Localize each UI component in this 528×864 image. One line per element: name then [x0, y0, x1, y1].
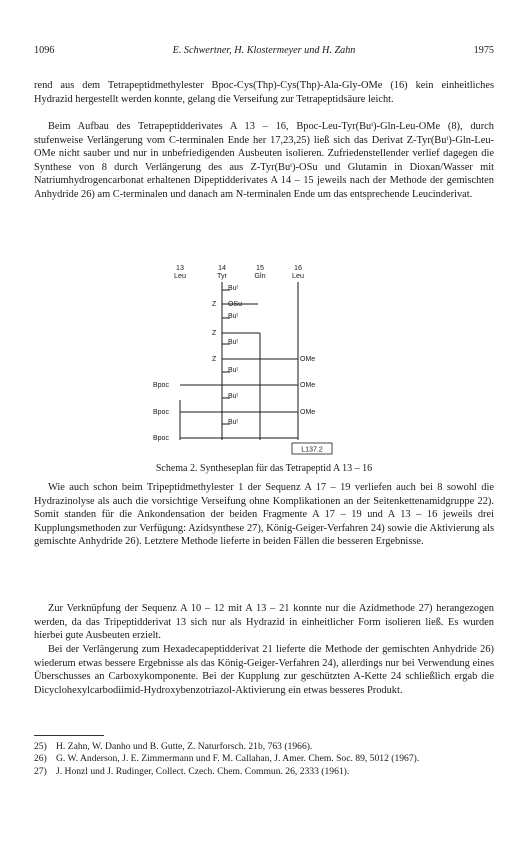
row-4-right-label: OMe — [300, 382, 316, 389]
footnote-26 — [34, 753, 494, 765]
scheme-diagram — [140, 260, 390, 460]
row-3-z-label: Z — [212, 356, 217, 363]
footnote-27 — [34, 766, 494, 778]
paragraph-3-text: Wie auch schon beim Tripeptidmethylester 1 der Sequenz A 17 – 19 verliefen auch bei 8 sowohl die Hydrazinolyse als auch die vorsichtige Verseifung ohne Komplikationen an der Seitenkettenamidgruppe 22). Somit standen für die Ankondensation der beiden Fragmente A 17 – 19 und A 13 – 16 jeweils drei Kupplungsmethoden zur Verfügung: Azidsynthese 27), König-Geiger-Verfahren 24) sowie die Aktivierung als gemischte Anhydride 26). Letztere Methode lieferte in beiden Fällen die besseren Ergebnisse. — [34, 482, 494, 548]
footnote-rule — [34, 735, 104, 736]
paragraph-1: rend aus dem Tetrapeptidmethylester Bpoc-Cys(Thp)-Cys(Thp)-Ala-Gly-OMe (16) kein einheitliches Hydrazid hergestellt werden konnte, gelang die Verseifung zur Tetrapeptidsäure leicht. — [34, 80, 494, 105]
footnote-text: G. W. Anderson, J. E. Zimmermann und F. M. Callahan, J. Amer. Chem. Soc. 89, 5012 (1967). — [56, 753, 420, 765]
row-6-left-label: Bpoc — [153, 435, 169, 442]
paragraph-5-text: Bei der Verlängerung zum Hexadecapeptidderivat 21 lieferte die Methode der gemischten Anhydride 26) wiederum etwas bessere Ergebnisse als das König-Geiger-Verfahren 24), allerdings nur bei Verwendung eines Überschusses an Carboxykomponente. Bei der Kupplung zur geschützten A-Kette 24 schließlich ergab die Dicyclohexylcarbodiimid-Hydroxybenzotriazol-Aktivierung ein etwas besseres Produkt. — [34, 644, 494, 696]
scheme-caption: Schema 2. Syntheseplan für das Tetrapeptid A 13 – 16 — [155, 463, 373, 474]
row-4-side-label: Buᵗ — [228, 367, 239, 374]
footnote-25 — [34, 741, 494, 753]
page-number: 1096 — [34, 45, 55, 56]
row-1-mid-label: OSu — [228, 301, 243, 308]
paragraph-2-text: Beim Aufbau des Tetrapeptidderivates A 13 – 16, Bpoc-Leu-Tyr(Buᵗ)-Gln-Leu-OMe (8), durch stufenweise Verlängerung vom C-terminalen Ende her 17,23,25) ließ sich das Derivat Z-Tyr(Buᵗ)-Gln-Leu-OMe nicht sauber und nur in unbefriedigenden Ausbeuten isolieren. Zufriedenstellender verlief dagegen die Synthese von 8 durch Verlängerung des aus Z-Tyr(Buᵗ)-OSu und Glutamin in Dioxan/Wasser mit Natriumhydrogencarbonat erhaltenen Dipeptidderivates A 14 – 15 jeweils nach der Methode der gemischten Anhydride 26) am C-terminalen und danach am N-terminalen Ende um das entsprechende Leucinderivat. — [34, 121, 494, 200]
row-5-side-label: Buᵗ — [228, 393, 239, 400]
residue-16-number: 16 — [294, 263, 302, 272]
page-header — [34, 44, 494, 58]
footnote-mark: 27) — [34, 765, 47, 777]
row-5-left-label: Bpoc — [153, 409, 169, 416]
footnotes — [34, 741, 494, 778]
residue-15-name: Gln — [254, 271, 266, 280]
residue-14-number: 14 — [218, 263, 226, 272]
running-head: E. Schwertner, H. Klostermeyer und H. Zahn — [172, 45, 356, 56]
residue-15-number: 15 — [256, 263, 264, 272]
paragraph-3 — [34, 481, 494, 549]
paragraph-4 — [34, 602, 494, 643]
row-1-side-label: Buᵗ — [228, 285, 239, 292]
paragraph-2 — [34, 120, 494, 202]
row-4-left-label: Bpoc — [153, 382, 169, 389]
footnote-text: J. Honzl und J. Rudinger, Collect. Czech. Chem. Commun. 26, 2333 (1961). — [56, 765, 350, 777]
row-3-right-label: OMe — [300, 356, 316, 363]
row-1-z-label: Z — [212, 301, 217, 308]
scheme-label: L137.2 — [301, 446, 323, 454]
footnote-mark: 25) — [34, 741, 47, 752]
footnote-mark: 26) — [34, 753, 47, 765]
row-3-side-label: Buᵗ — [228, 339, 239, 346]
row-2-z-label: Z — [212, 330, 217, 337]
footnote-text: H. Zahn, W. Danho und B. Gutte, Z. Naturforsch. 21b, 763 (1966). — [56, 741, 313, 752]
paragraph-4-text: Zur Verknüpfung der Sequenz A 10 – 12 mit A 13 – 21 konnte nur die Azidmethode 27) herangezogen werden, da das Tripeptidderivat 13 sich nur als Hydrazid in einheitlicher Form isolieren ließ. Es wurden hierbei gute Ausbeuten erzielt. — [34, 603, 494, 642]
synthesis-scheme — [140, 260, 390, 460]
residue-13-name: Leu — [174, 271, 186, 280]
row-6-side-label: Buᵗ — [228, 419, 239, 426]
paragraph-5 — [34, 643, 494, 697]
residue-13-number: 13 — [176, 263, 184, 272]
residue-16-name: Leu — [292, 271, 304, 280]
row-5-right-label: OMe — [300, 409, 316, 416]
row-2-side-label: Buᵗ — [228, 313, 239, 320]
year: 1975 — [473, 45, 494, 56]
residue-14-name: Tyr — [217, 271, 227, 280]
